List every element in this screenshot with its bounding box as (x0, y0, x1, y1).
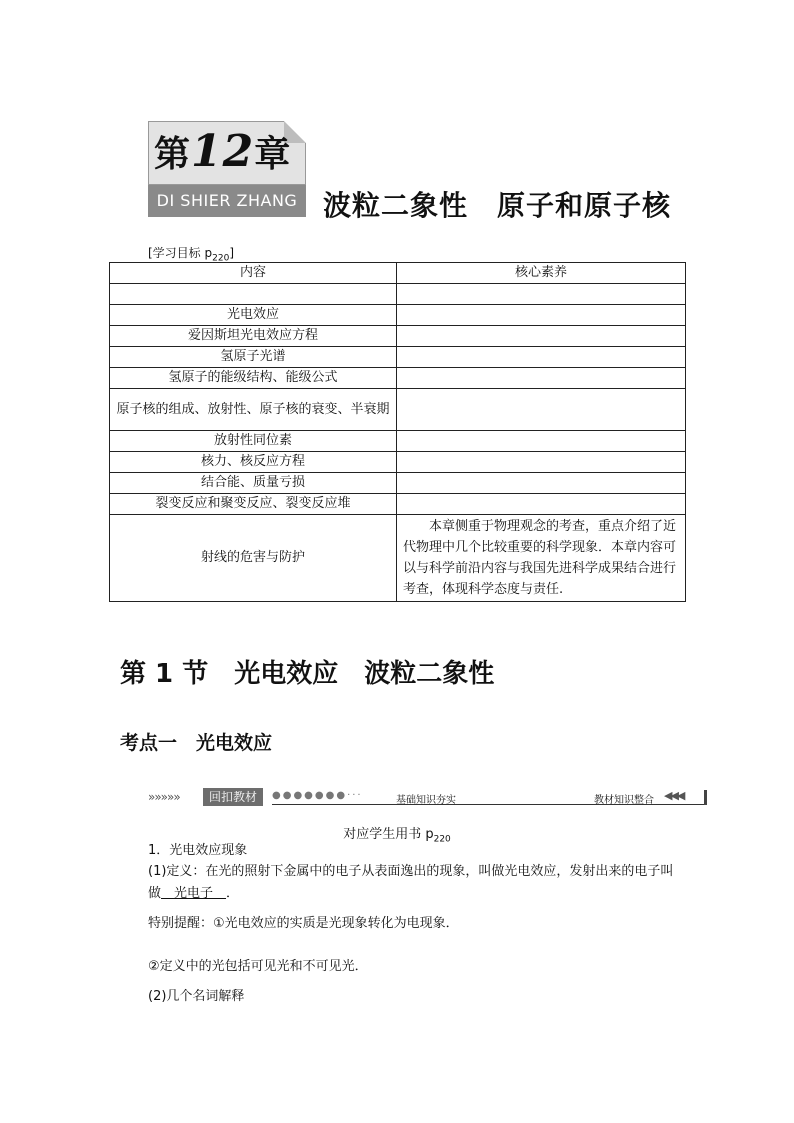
content-cell: 核力、核反应方程 (110, 452, 397, 473)
content-cell: 射线的危害与防护 (110, 515, 397, 602)
chapter-prefix: 第 (154, 133, 192, 175)
definition-paragraph (148, 861, 678, 905)
textbook-reference (0, 823, 794, 845)
table-row (110, 284, 686, 305)
learning-goals-table (109, 262, 686, 602)
content-cell: 结合能、质量亏损 (110, 473, 397, 494)
header-content: 内容 (110, 263, 397, 284)
table-row (110, 305, 686, 326)
literacy-cell (397, 305, 686, 326)
banner-middle-label: 基础知识夯实 (396, 795, 456, 806)
dots-decoration-icon: ●●●●●●●··· (272, 790, 363, 801)
chapter-title: 波粒二象性 原子和原子核 (323, 189, 672, 222)
goals-caption (148, 244, 234, 263)
literacy-cell (397, 494, 686, 515)
table-header-row (110, 263, 686, 284)
literacy-cell (397, 368, 686, 389)
banner-tag: 回扣教材 (203, 788, 263, 806)
banner-right-label: 教材知识整合 (594, 795, 654, 806)
goals-caption-page: 220 (212, 253, 230, 264)
table-row (110, 326, 686, 347)
literacy-cell (397, 431, 686, 452)
content-cell: 原子核的组成、放射性、原子核的衰变、半衰期 (110, 389, 397, 431)
reference-page: 220 (433, 834, 451, 845)
literacy-cell (397, 473, 686, 494)
content-cell: 爱因斯坦光电效应方程 (110, 326, 397, 347)
chapter-badge (148, 121, 306, 217)
special-reminder: 特别提醒：①光电效应的实质是光现象转化为电现象． (148, 916, 459, 931)
table-row (110, 431, 686, 452)
double-arrow-left-icon: ◀◀◀ (664, 789, 684, 802)
chapter-suffix: 章 (254, 133, 292, 175)
literacy-cell (397, 284, 686, 305)
content-cell: 裂变反应和聚变反应、裂变反应堆 (110, 494, 397, 515)
definition-text: (1)定义：在光的照射下金属中的电子从表面逸出的现象，叫做光电效应，发射出来的电子叫做 (148, 864, 674, 901)
content-cell (110, 284, 397, 305)
literacy-cell (397, 389, 686, 431)
goals-caption-end: ] (229, 246, 234, 260)
section-banner (148, 788, 708, 810)
heading-photoelectric-phenomenon: 1．光电效应现象 (148, 843, 248, 858)
point-title: 考点一 光电效应 (120, 732, 273, 754)
literacy-cell (397, 347, 686, 368)
table-row (110, 473, 686, 494)
literacy-cell (397, 452, 686, 473)
term-explanation-heading: (2)几个名词解释 (148, 989, 245, 1004)
content-cell: 光电效应 (110, 305, 397, 326)
literacy-cell (397, 326, 686, 347)
content-cell: 氢原子的能级结构、能级公式 (110, 368, 397, 389)
banner-divider (272, 804, 706, 805)
content-cell: 氢原子光谱 (110, 347, 397, 368)
header-core-literacy: 核心素养 (397, 263, 686, 284)
definition-end: ． (226, 886, 240, 901)
goals-caption-text: [学习目标 p (148, 246, 213, 260)
chapter-number-value: 12 (191, 126, 255, 177)
fill-in-answer: 光电子 (161, 886, 227, 901)
table-row (110, 494, 686, 515)
table-row (110, 389, 686, 431)
core-literacy-description: 本章侧重于物理观念的考查，重点介绍了近代物理中几个比较重要的科学现象．本章内容可以与科学前沿内容与我国先进科学成果结合进行考查，体现科学态度与责任. (397, 515, 686, 602)
table-row (110, 452, 686, 473)
table-row (110, 347, 686, 368)
reference-text: 对应学生用书 p (343, 827, 434, 842)
table-row (110, 368, 686, 389)
section-title: 第 1 节 光电效应 波粒二象性 (120, 659, 495, 689)
table-row (110, 515, 686, 602)
double-arrow-right-icon: »»»»» (148, 790, 180, 804)
banner-end-bar (704, 790, 707, 805)
content-cell: 放射性同位素 (110, 431, 397, 452)
chapter-number (154, 127, 291, 179)
reminder-point-2: ②定义中的光包括可见光和不可见光． (148, 959, 368, 974)
chapter-pinyin: DI SHIER ZHANG (148, 185, 306, 217)
